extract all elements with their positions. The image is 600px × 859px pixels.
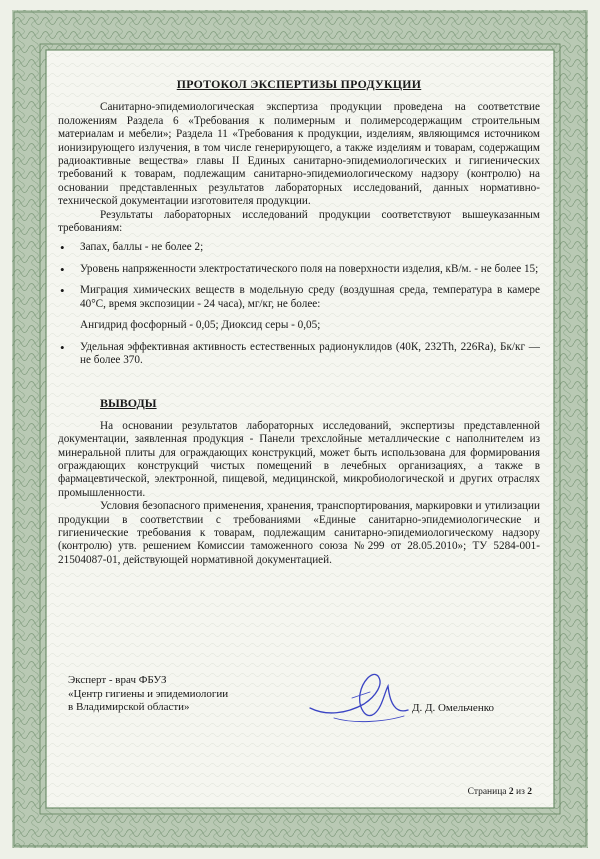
conclusions-heading: ВЫВОДЫ [100,396,157,411]
requirements-list [58,241,540,311]
expert-block [68,674,228,715]
intro-paragraph: Санитарно-эпидемиологическая экспертиза продукции проведена на соответствие положениям Раздела 6 «Требования к полимерным и полимерсодержащим строительным материалам и мебели»; Раздела 11 «Требования к продукции, изделиям, являющимся источником ионизирующего излучения, в том числе генерирующего, а также изделиям и товарам, содержащим радиоактивные вещества» главы II Единых санитарно-эпидемиологических и гигиенических требований к товарам, подлежащим санитарно-эпидемиологическому надзору (контролю) на основании представленных результатов лабораторных исследований, данных нормативно-технической документации изготовителя продукции. [58,101,540,208]
document-title: ПРОТОКОЛ ЭКСПЕРТИЗЫ ПРОДУКЦИИ [176,77,422,91]
expert-name: Д. Д. Омельченко [411,702,494,714]
page-current: 2 [508,787,514,797]
requirements-list-continued [58,341,540,368]
requirement-electrostatic: • Уровень напряженности электростатического поля на поверхности изделия, кВ/м. - не более 15; [58,263,540,276]
conditions-paragraph: Условия безопасного применения, хранения, транспортирования, маркировки и утилизации продукции в соответствии с требованиями «Единые санитарно-эпидемиологические и гигиенические требования к товарам, подлежащим санитарно-эпидемиологическому надзору (контролю) утв. решением Комиссии таможенного союза №299 от 28.05.2010»; ТУ 5284-001-21504087-01, действующей нормативной документацией. [58,500,540,566]
page-prefix: Страница [467,787,507,797]
requirement-migration: • Миграция химических веществ в модельную среду (воздушная среда, температура в камере 40°С, время экспозиции - 24 часа), мг/кг, не более: [58,284,540,311]
page-total: 2 [527,787,532,797]
migration-values: Ангидрид фосфорный - 0,05; Диоксид серы - 0,05; [80,319,321,332]
expert-line-3: в Владимирской области» [68,701,190,713]
results-paragraph: Результаты лабораторных исследований продукции соответствуют вышеуказанным требованиям: [58,208,540,235]
handwritten-signature [304,664,414,730]
requirement-odor: • Запах, баллы - не более 2; [58,241,540,254]
requirement-radionuclides: • Удельная эффективная активность естественных радионуклидов (40К, 232Th, 226Ra), Бк/кг — не более 370. [58,341,540,368]
conclusion-paragraph: На основании результатов лабораторных исследований, экспертизы представленной документации, заявленная продукция - Панели трехслойные металлические с наполнителем из минеральной плиты для ограждающих конструкций, может быть использована для формирования ограждающих конструкций чистых помещений в лечебных организациях, а также в фармацевтической, электронной, пищевой, медицинской, микробиологической и других отраслях промышленности. [58,419,540,499]
page-middle: из [516,787,525,797]
page-number [468,786,532,799]
expert-line-2: «Центр гигиены и эпидемиологии [68,687,229,700]
document-body [58,78,540,808]
expert-line-1: Эксперт - врач ФБУЗ [68,674,167,686]
